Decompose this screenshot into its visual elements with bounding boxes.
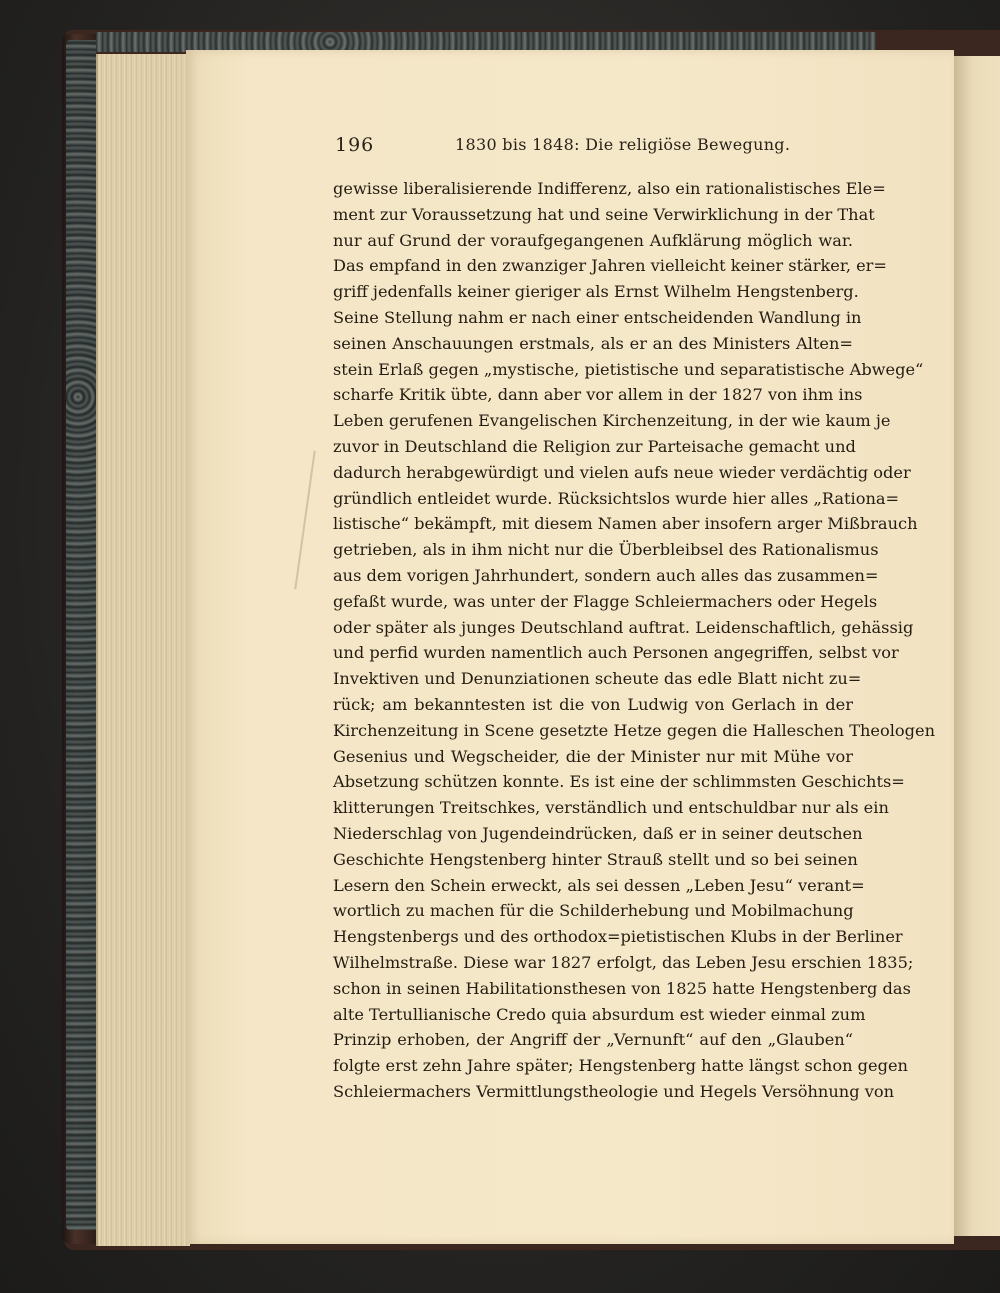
text-line: gründlich entleidet wurde. Rücksichtslos wurde hier alles „Rationa= xyxy=(333,488,900,508)
page-number: 196 xyxy=(335,134,375,156)
text-line: Seine Stellung nahm er nach einer entscheidenden Wandlung in xyxy=(333,307,862,327)
text-line: klitterungen Treitschkes, verständlich und entschuldbar nur als ein xyxy=(333,798,889,818)
text-line: Gesenius und Wegscheider, die der Minister nur mit Mühe vor xyxy=(333,746,853,766)
text-line: Lesern den Schein erweckt, als sei dessen „Leben Jesu“ verant= xyxy=(333,875,865,895)
text-line: gewisse liberalisierende Indifferenz, also ein rationalistisches Ele= xyxy=(333,179,886,198)
text-line: getrieben, als in ihm nicht nur die Überbleibsel des Rationalismus xyxy=(333,540,879,560)
text-line: Niederschlag von Jugendeindrücken, daß er in seiner deutschen xyxy=(333,823,863,843)
text-line: Schleiermachers Vermittlungstheologie und Hegels Versöhnung von xyxy=(333,1081,895,1101)
running-head: 1830 bis 1848: Die religiöse Bewegung. xyxy=(455,135,791,154)
text-line: und perfid wurden namentlich auch Personen angegriffen, selbst vor xyxy=(333,643,899,663)
text-line: gefaßt wurde, was unter der Flagge Schleiermachers oder Hegels xyxy=(333,591,878,611)
text-line: nur auf Grund der voraufgegangenen Aufklärung möglich war. xyxy=(333,230,853,250)
text-line: Hengstenbergs und des orthodox=pietistischen Klubs in der Berliner xyxy=(333,927,903,947)
text-line: Wilhelmstraße. Diese war 1827 erfolgt, das Leben Jesu erschien 1835; xyxy=(333,952,914,972)
text-line: scharfe Kritik übte, dann aber vor allem in der 1827 von ihm ins xyxy=(333,385,863,405)
text-line: folgte erst zehn Jahre später; Hengstenberg hatte längst schon gegen xyxy=(333,1056,908,1076)
text-line: Prinzip erhoben, der Angriff der „Vernunft“ auf den „Glauben“ xyxy=(333,1030,853,1050)
text-line: rück; am bekanntesten ist die von Ludwig von Gerlach in der xyxy=(333,694,853,714)
text-line: Geschichte Hengstenberg hinter Strauß stellt und so bei seinen xyxy=(333,849,858,869)
text-line: Das empfand in den zwanziger Jahren vielleicht keiner stärker, er= xyxy=(333,256,887,276)
text-line: Absetzung schützen konnte. Es ist eine der schlimmsten Geschichts= xyxy=(333,772,905,792)
body-text xyxy=(333,176,936,1105)
text-line: ment zur Voraussetzung hat und seine Verwirklichung in der That xyxy=(333,204,875,224)
text-line: griff jedenfalls keiner gieriger als Ernst Wilhelm Hengstenberg. xyxy=(333,282,859,302)
text-line: zuvor in Deutschland die Religion zur Parteisache gemacht und xyxy=(333,436,856,456)
marbled-endpaper-top xyxy=(96,32,876,52)
text-line: dadurch herabgewürdigt und vielen aufs neue wieder verdächtig oder xyxy=(333,462,911,482)
text-line: aus dem vorigen Jahrhundert, sondern auch alles das zusammen= xyxy=(333,565,879,585)
page-header xyxy=(335,134,855,160)
text-line: listische“ bekämpft, mit diesem Namen aber insofern arger Mißbrauch xyxy=(333,514,918,534)
text-line: Leben gerufenen Evangelischen Kirchenzeitung, in der wie kaum je xyxy=(333,411,891,431)
text-line: schon in seinen Habilitationsthesen von 1825 hatte Hengstenberg das xyxy=(333,978,911,998)
text-line: Invektiven und Denunziationen scheute das edle Blatt nicht zu= xyxy=(333,669,862,689)
text-line: stein Erlaß gegen „mystische, pietistische und separatistische Abwege“ xyxy=(333,359,924,379)
page-stack-edges xyxy=(96,54,190,1246)
text-line: Kirchenzeitung in Scene gesetzte Hetze gegen die Halleschen Theologen xyxy=(333,720,936,740)
text-line: oder später als junges Deutschland auftrat. Leidenschaftlich, gehässig xyxy=(333,617,914,637)
text-line: seinen Anschauungen erstmals, als er an des Ministers Alten= xyxy=(333,333,853,353)
text-line: wortlich zu machen für die Schilderhebung und Mobilmachung xyxy=(333,901,854,921)
marbled-endpaper xyxy=(66,40,96,1230)
text-line: alte Tertullianische Credo quia absurdum est wieder einmal zum xyxy=(333,1004,866,1024)
facing-page-edge xyxy=(954,56,1000,1236)
